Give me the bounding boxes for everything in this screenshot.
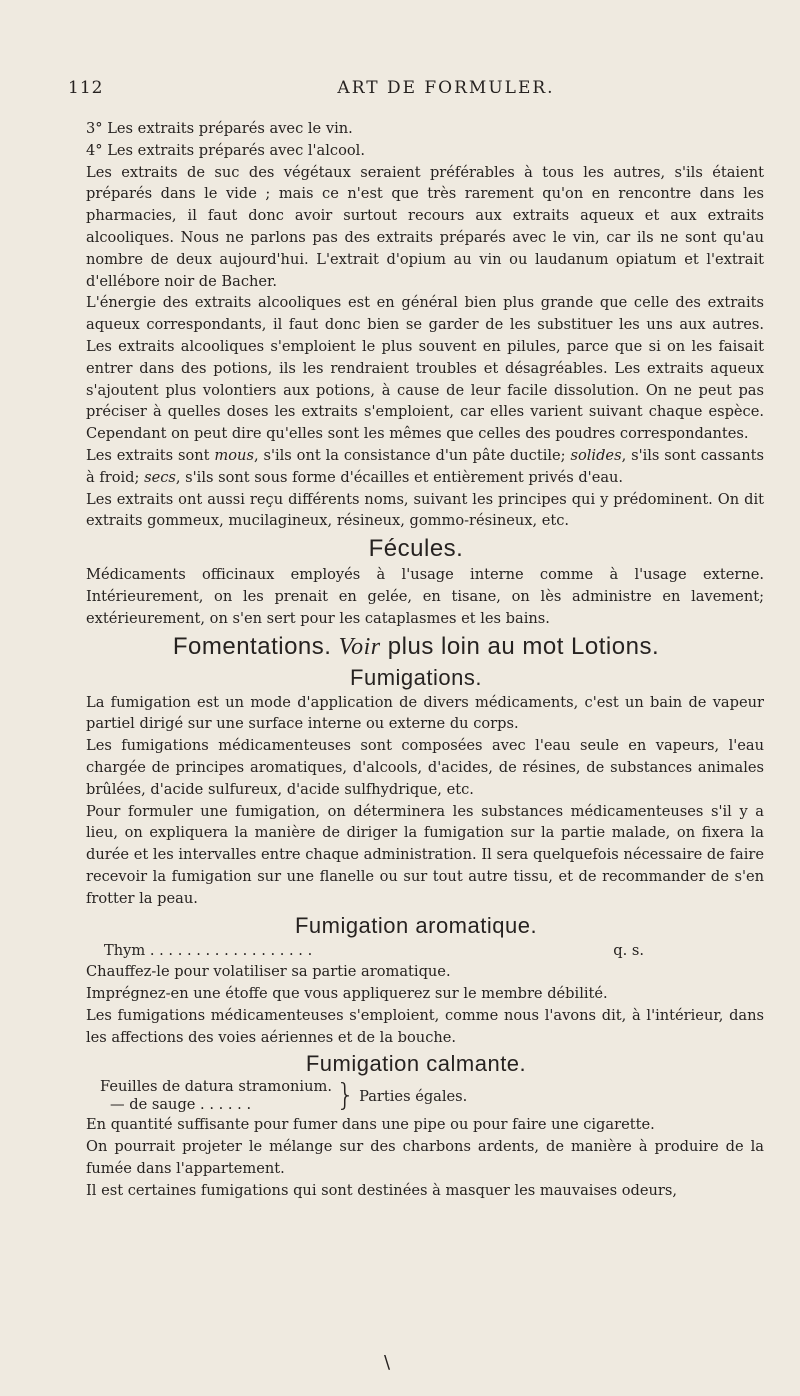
paragraph: 4° Les extraits préparés avec l'alcool. [86, 141, 365, 159]
paragraph: On pourrait projeter le mélange sur des charbons ardents, de manière à produire de la fumée dans l'appartement. [86, 1138, 764, 1178]
emphasis: solides [570, 446, 622, 464]
text-run: , s'ils ont la consistance d'un pâte ductile; [253, 446, 571, 464]
text-run: , s'ils sont sous forme d'écailles et entièrement privés d'eau. [175, 468, 624, 486]
text-run: Fomentations. [172, 632, 339, 660]
body-text [68, 118, 764, 1202]
text-run: Les extraits sont [86, 446, 215, 464]
page-number: 112 [68, 78, 104, 98]
recipe-ingredient: Feuilles de datura stramonium. [100, 1078, 332, 1096]
paragraph: Médicaments officinaux employés à l'usage interne comme à l'usage externe. Intérieurement, on les prenait en gelée, en tisane, on lès administre en lavement; extérieurement, on s'en sert pour les cataplasmes et les bains. [86, 566, 764, 627]
paragraph: Les fumigations médicamenteuses s'emploient, comme nous l'avons dit, à l'intérieur, dans les affections des voies aériennes et de la bouche. [86, 1006, 764, 1046]
paragraph: Les fumigations médicamenteuses sont composées avec l'eau seule en vapeurs, l'eau chargée de principes aromatiques, d'alcools, d'acides, de résines, de substances animales brûlées, d'acide sulfureux, d'acide sulfhydrique, etc. [86, 737, 764, 798]
section-title-fumigation-aromatique: Fumigation aromatique. [294, 912, 538, 938]
section-title-fomentations [68, 632, 764, 662]
paragraph: En quantité suffisante pour fumer dans une pipe ou pour faire une cigarette. [86, 1116, 655, 1134]
recipe-ingredient: — de sauge . . . . . . [110, 1096, 252, 1114]
recipe-table [68, 1078, 764, 1114]
paragraph: L'énergie des extraits alcooliques est en général bien plus grande que celle des extraits aqueux correspondants, il faut donc bien se garder de les substituer les uns aux autres. Les extraits alcooliques s'emploient le plus souvent en pilules, parce que si on les faisait entrer dans des potions, ils les rendraient troubles et désagréables. Les extraits aqueux s'ajoutent plus volontiers aux potions, à cause de leur facile dissolution. On ne peut pas préciser à quelles doses les extraits s'emploient, car elles varient suivant chaque espèce. Cependant on peut dire qu'elles sont les mêmes que celles des poudres correspondantes. [86, 294, 764, 443]
running-title: ART DE FORMULER. [337, 78, 555, 98]
emphasis: secs [144, 468, 176, 486]
recipe-line [68, 940, 764, 962]
recipe-ingredient: Thym . . . . . . . . . . . . . . . . . . [104, 941, 313, 959]
paragraph: Il est certaines fumigations qui sont destinées à masquer les mauvaises odeurs, [86, 1181, 677, 1199]
section-title-fecules: Fécules. [368, 535, 464, 563]
paragraph: Imprégnez-en une étoffe que vous appliquerez sur le membre débilité. [86, 985, 608, 1003]
section-title-fumigation-calmante: Fumigation calmante. [305, 1051, 527, 1077]
paragraph: Pour formuler une fumigation, on déterminera les substances médicamenteuses s'il y a lieu, on expliquera la manière de diriger la fumigation sur la partie malade, on fixera la durée et les intervalles entre chaque administration. Il sera quelquefois nécessaire de faire recevoir la fumigation sur une flanelle ou sur tout autre tissu, et de recommander de s'en frotter la peau. [86, 802, 764, 907]
text-run: plus loin au mot Lotions. [380, 632, 660, 660]
section-title-fumigations: Fumigations. [350, 664, 482, 690]
recipe-dose: q. s. [613, 941, 644, 959]
paragraph: La fumigation est un mode d'application de divers médicaments, c'est un bain de vapeur partiel dirigé sur une surface interne ou externe du corps. [86, 693, 764, 733]
paragraph: Chauffez-le pour volatiliser sa partie aromatique. [86, 963, 451, 981]
emphasis: mous [214, 446, 254, 464]
running-head [68, 0, 764, 118]
recipe-dose: Parties égales. [359, 1087, 468, 1105]
footer-mark: \ [384, 1352, 391, 1373]
emphasis: Voir [338, 633, 381, 660]
paragraph: Les extraits de suc des végétaux seraient préférables à tous les autres, s'ils étaient préparés dans le vide ; mais ce n'est que très rarement qu'on en rencontre dans les pharmacies, il faut donc avoir surtout recours aux extraits aqueux et aux extraits alcooliques. Nous ne parlons pas des extraits préparés avec le vin, car ils ne sont qu'au nombre de deux aujourd'hui. L'extrait d'opium au vin ou laudanum opiatum et l'extrait d'ellébore noir de Bacher. [86, 163, 764, 290]
paragraph-consistance [68, 445, 764, 489]
recipe-ingredients [100, 1078, 332, 1114]
paragraph: Les extraits ont aussi reçu différents noms, suivant les principes qui y prédominent. On dit extraits gommeux, mucilagineux, résineux, gommo-résineux, etc. [86, 490, 764, 530]
brace: } [335, 1078, 356, 1114]
text-run: , s'ils sont cassants à froid; [86, 446, 765, 486]
paragraph: 3° Les extraits préparés avec le vin. [86, 120, 353, 137]
